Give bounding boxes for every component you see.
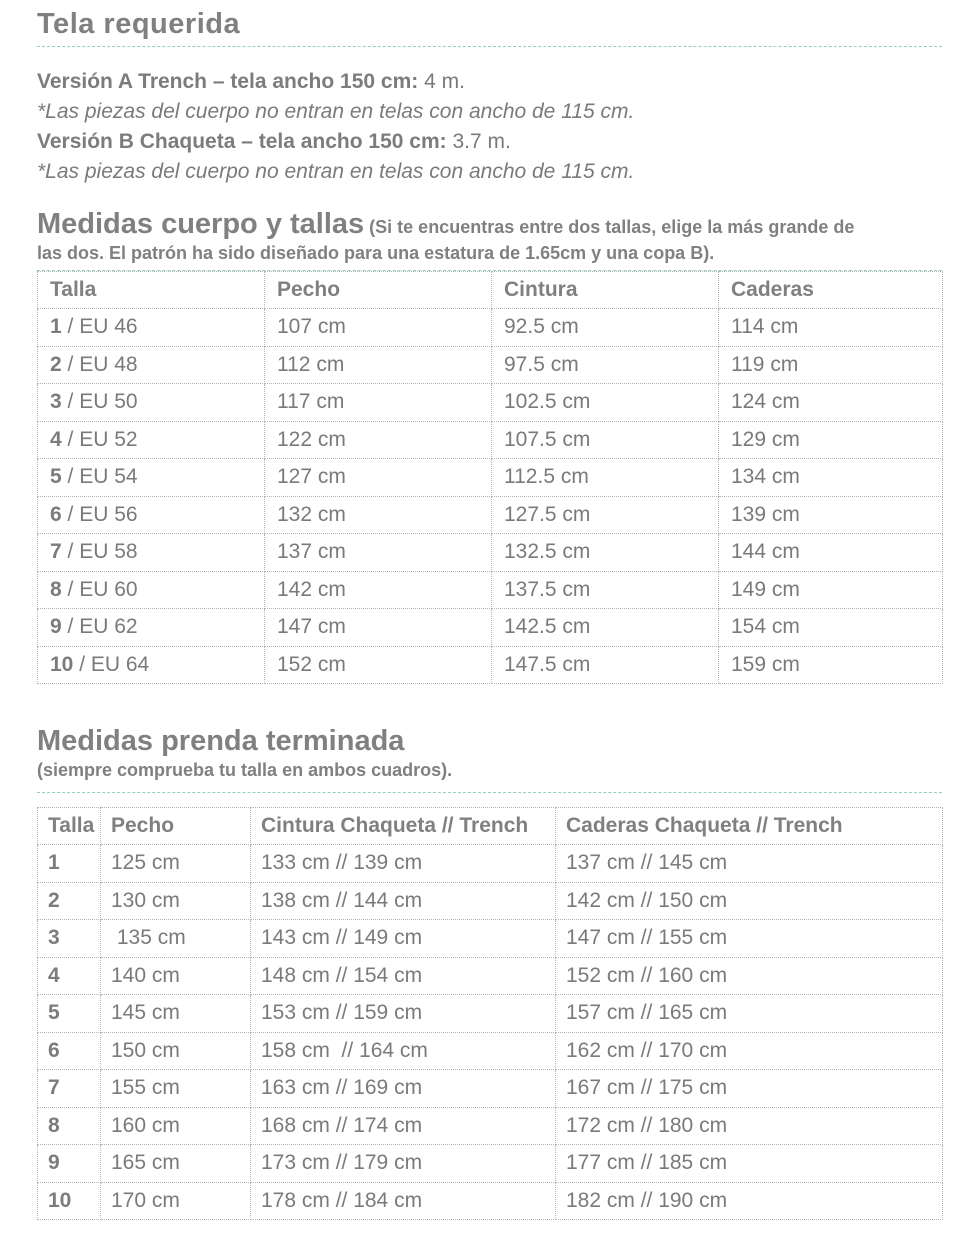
size-eu: / EU 48 (61, 352, 138, 376)
header-pecho: Pecho (265, 272, 492, 309)
pecho-cell: 165 cm (101, 1145, 251, 1183)
table-header-row (38, 808, 943, 845)
cintura-cell: 142.5 cm (492, 609, 719, 647)
caderas-cell: 114 cm (719, 309, 943, 347)
size-number: 8 (48, 1113, 60, 1137)
size-eu: / EU 58 (61, 540, 138, 564)
table-row (38, 1182, 943, 1220)
cintura-cell: 168 cm // 174 cm (251, 1107, 556, 1145)
caderas-cell: 119 cm (719, 346, 943, 384)
pecho-cell: 147 cm (265, 609, 492, 647)
size-cell (38, 920, 101, 958)
section-divider (37, 792, 942, 793)
size-cell (38, 1032, 101, 1070)
caderas-cell: 124 cm (719, 384, 943, 422)
caderas-cell: 154 cm (719, 609, 943, 647)
caderas-cell: 172 cm // 180 cm (556, 1107, 943, 1145)
size-number: 9 (48, 1151, 60, 1175)
table-row (38, 1107, 943, 1145)
size-cell (38, 571, 265, 609)
size-cell (38, 646, 265, 684)
caderas-cell: 159 cm (719, 646, 943, 684)
pecho-cell: 137 cm (265, 534, 492, 572)
fabric-note-a: *Las piezas del cuerpo no entran en telas con ancho de 115 cm. (37, 100, 635, 123)
cintura-cell: 138 cm // 144 cm (251, 882, 556, 920)
pecho-cell: 155 cm (101, 1070, 251, 1108)
body-sizes-note: (Si te encuentras entre dos tallas, elige la más grande de (364, 217, 855, 237)
fabric-title: Tela requerida (37, 8, 241, 40)
size-number: 10 (50, 652, 74, 676)
size-cell (38, 1107, 101, 1145)
finished-note: (siempre comprueba tu talla en ambos cuadros). (37, 760, 453, 780)
size-cell (38, 346, 265, 384)
size-cell (38, 1070, 101, 1108)
header-pecho: Pecho (101, 808, 251, 845)
table-row (38, 421, 943, 459)
size-number: 8 (50, 577, 62, 601)
cintura-cell: 153 cm // 159 cm (251, 995, 556, 1033)
size-number: 5 (50, 465, 62, 489)
size-cell (38, 957, 101, 995)
size-eu: / EU 60 (61, 577, 138, 601)
pecho-cell: 125 cm (101, 845, 251, 883)
finished-title: Medidas prenda terminada (37, 725, 405, 757)
body-sizes-table (37, 271, 943, 684)
header-caderas: Caderas (719, 272, 943, 309)
size-number: 1 (50, 315, 62, 339)
fabric-note-b: *Las piezas del cuerpo no entran en telas con ancho de 115 cm. (37, 160, 635, 183)
body-sizes-note-cont: las dos. El patrón ha sido diseñado para una estatura de 1.65cm y una copa B). (37, 243, 715, 263)
size-number: 2 (50, 352, 62, 376)
fabric-line-b (37, 127, 942, 157)
table-row (38, 995, 943, 1033)
size-number: 7 (50, 540, 62, 564)
size-number: 2 (48, 888, 60, 912)
cintura-cell: 178 cm // 184 cm (251, 1182, 556, 1220)
size-cell (38, 845, 101, 883)
pecho-cell: 122 cm (265, 421, 492, 459)
size-number: 10 (48, 1188, 72, 1212)
fabric-line-a (37, 67, 942, 97)
body-sizes-heading (37, 207, 942, 241)
pecho-cell: 145 cm (101, 995, 251, 1033)
table-row (38, 459, 943, 497)
size-eu: / EU 46 (61, 315, 138, 339)
size-eu: / EU 50 (61, 390, 138, 414)
finished-table (37, 807, 943, 1220)
table-row (38, 496, 943, 534)
pecho-cell: 112 cm (265, 346, 492, 384)
header-talla: Talla (38, 272, 265, 309)
size-eu: / EU 64 (73, 652, 150, 676)
table-row (38, 1032, 943, 1070)
size-number: 4 (50, 427, 62, 451)
caderas-cell: 134 cm (719, 459, 943, 497)
cintura-cell: 102.5 cm (492, 384, 719, 422)
document (37, 0, 942, 1220)
body-sizes-title: Medidas cuerpo y tallas (37, 208, 365, 240)
size-cell (38, 309, 265, 347)
cintura-cell: 148 cm // 154 cm (251, 957, 556, 995)
pecho-cell: 170 cm (101, 1182, 251, 1220)
size-number: 9 (50, 615, 62, 639)
size-cell (38, 384, 265, 422)
fabric-line-a-value: 4 m. (418, 70, 465, 93)
table-row (38, 845, 943, 883)
table-row (38, 882, 943, 920)
table-row (38, 1145, 943, 1183)
size-eu: / EU 54 (61, 465, 138, 489)
size-number: 1 (48, 851, 60, 875)
table-row (38, 609, 943, 647)
caderas-cell: 142 cm // 150 cm (556, 882, 943, 920)
cintura-cell: 173 cm // 179 cm (251, 1145, 556, 1183)
size-cell (38, 459, 265, 497)
caderas-cell: 144 cm (719, 534, 943, 572)
fabric-requirements (37, 67, 942, 187)
header-caderas: Caderas Chaqueta // Trench (556, 808, 943, 845)
pecho-cell: 130 cm (101, 882, 251, 920)
caderas-cell: 162 cm // 170 cm (556, 1032, 943, 1070)
pecho-cell: 107 cm (265, 309, 492, 347)
fabric-line-b-value: 3.7 m. (446, 130, 511, 153)
size-cell (38, 1145, 101, 1183)
size-cell (38, 609, 265, 647)
fabric-line-b-label: Versión B Chaqueta – tela ancho 150 cm: (37, 130, 447, 153)
cintura-cell: 112.5 cm (492, 459, 719, 497)
pecho-cell: 150 cm (101, 1032, 251, 1070)
size-cell (38, 496, 265, 534)
caderas-cell: 167 cm // 175 cm (556, 1070, 943, 1108)
size-number: 3 (48, 926, 60, 950)
cintura-cell: 137.5 cm (492, 571, 719, 609)
header-cintura: Cintura (492, 272, 719, 309)
caderas-cell: 137 cm // 145 cm (556, 845, 943, 883)
table-row (38, 309, 943, 347)
cintura-cell: 132.5 cm (492, 534, 719, 572)
table-row (38, 384, 943, 422)
cintura-cell: 147.5 cm (492, 646, 719, 684)
caderas-cell: 147 cm // 155 cm (556, 920, 943, 958)
cintura-cell: 107.5 cm (492, 421, 719, 459)
pecho-cell: 135 cm (101, 920, 251, 958)
cintura-cell: 97.5 cm (492, 346, 719, 384)
size-number: 7 (48, 1076, 60, 1100)
cintura-cell: 158 cm // 164 cm (251, 1032, 556, 1070)
size-eu: / EU 52 (61, 427, 138, 451)
caderas-cell: 129 cm (719, 421, 943, 459)
caderas-cell: 152 cm // 160 cm (556, 957, 943, 995)
size-cell (38, 995, 101, 1033)
size-cell (38, 882, 101, 920)
table-row (38, 920, 943, 958)
table-row (38, 571, 943, 609)
pecho-cell: 142 cm (265, 571, 492, 609)
size-number: 6 (50, 502, 62, 526)
header-talla: Talla (38, 808, 101, 845)
size-number: 3 (50, 390, 62, 414)
table-row (38, 646, 943, 684)
table-row (38, 1070, 943, 1108)
size-eu: / EU 62 (61, 615, 138, 639)
table-row (38, 346, 943, 384)
pecho-cell: 117 cm (265, 384, 492, 422)
pecho-cell: 152 cm (265, 646, 492, 684)
section-divider (37, 46, 942, 47)
pecho-cell: 127 cm (265, 459, 492, 497)
fabric-line-a-label: Versión A Trench – tela ancho 150 cm: (37, 70, 419, 93)
size-cell (38, 1182, 101, 1220)
cintura-cell: 133 cm // 139 cm (251, 845, 556, 883)
size-number: 4 (48, 963, 60, 987)
table-row (38, 957, 943, 995)
cintura-cell: 92.5 cm (492, 309, 719, 347)
caderas-cell: 177 cm // 185 cm (556, 1145, 943, 1183)
header-cintura: Cintura Chaqueta // Trench (251, 808, 556, 845)
size-eu: / EU 56 (61, 502, 138, 526)
pecho-cell: 160 cm (101, 1107, 251, 1145)
size-number: 5 (48, 1001, 60, 1025)
caderas-cell: 149 cm (719, 571, 943, 609)
pecho-cell: 132 cm (265, 496, 492, 534)
caderas-cell: 157 cm // 165 cm (556, 995, 943, 1033)
caderas-cell: 139 cm (719, 496, 943, 534)
pecho-cell: 140 cm (101, 957, 251, 995)
finished-section (37, 724, 942, 1220)
caderas-cell: 182 cm // 190 cm (556, 1182, 943, 1220)
size-cell (38, 534, 265, 572)
body-sizes-section (37, 207, 942, 684)
cintura-cell: 127.5 cm (492, 496, 719, 534)
cintura-cell: 143 cm // 149 cm (251, 920, 556, 958)
table-row (38, 534, 943, 572)
cintura-cell: 163 cm // 169 cm (251, 1070, 556, 1108)
table-header-row (38, 272, 943, 309)
size-number: 6 (48, 1038, 60, 1062)
size-cell (38, 421, 265, 459)
